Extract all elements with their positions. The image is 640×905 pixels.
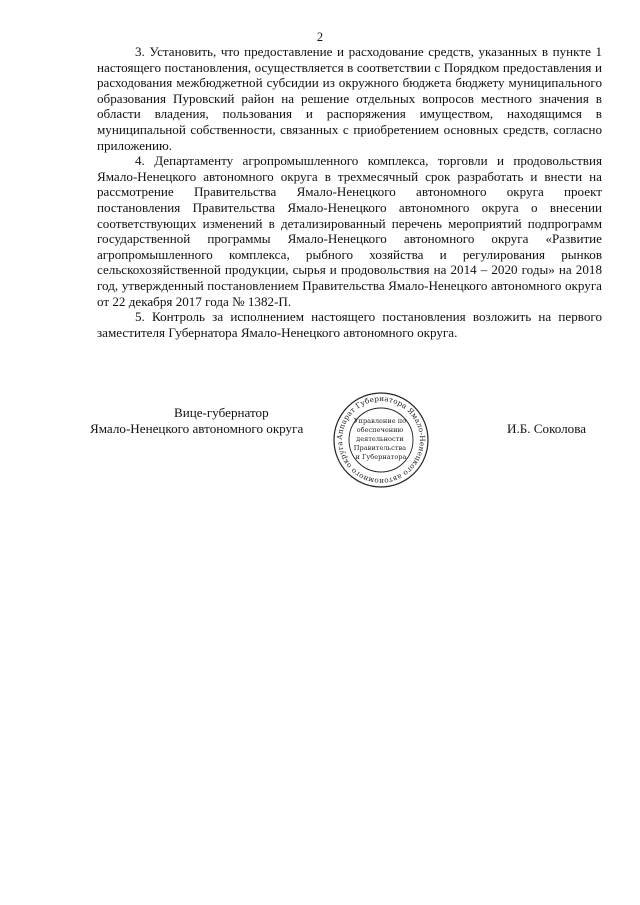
official-seal-stamp — [322, 390, 440, 490]
stamp-line-1: Управление по — [353, 417, 407, 425]
signatory-name: И.Б. Соколова — [507, 421, 587, 436]
page-number: 2 — [316, 30, 324, 44]
signatory-region: Ямало-Ненецкого автономного округа — [90, 421, 304, 436]
document-body — [97, 44, 602, 340]
signatory-title — [90, 405, 340, 437]
paragraph-5: 5. Контроль за исполнением настоящего постановления возложить на первого заместителя Губернатора Ямало-Ненецкого автономного округа. — [97, 309, 602, 340]
stamp-line-2: обеспечению — [356, 426, 404, 434]
stamp-line-5: и Губернатора — [355, 453, 407, 461]
paragraph-4: 4. Департаменту агропромышленного комплекса, торговли и продовольствия Ямало-Ненецкого автономного округа в трехмесячный срок разработать и внести на рассмотрение Правительства Ямало-Ненецкого автономного округа проект постановления Правительства Ямало-Ненецкого автономного округа о внесении соответствующих изменений в детализированный перечень мероприятий подпрограмм государственной программы Ямало-Ненецкого автономного округа «Развитие агропромышленного комплекса, рыбного хозяйства и регулирования рынков сельскохозяйственной продукции, сырья и продовольствия на 2014 – 2020 годы» на 2018 год, утвержденный постановлением Правительства Ямало-Ненецкого автономного округа от 22 декабря 2017 года № 1382-П. — [97, 153, 602, 309]
signatory-position: Вице-губернатор — [174, 405, 269, 420]
svg-text:Управление по обеспечени — [354, 417, 408, 461]
stamp-ring-text: Аппарат Губернатора Ямало-Ненецкого автономного округа — [334, 393, 428, 487]
stamp-line-3: деятельности — [356, 435, 404, 443]
paragraph-3: 3. Установить, что предоставление и расходование средств, указанных в пункте 1 настоящего постановления, осуществляется в соответствии с Порядком предоставления и расходования межбюджетной субсидии из окружного бюджета бюджету муниципального образования Пуровский район на решение отдельных вопросов местного значения в области владения, пользования и распоряжения имуществом, находящимся в муниципальной собственности, связанных с приобретением основных средств, согласно приложению. — [97, 44, 602, 153]
stamp-line-4: Правительства — [353, 444, 407, 452]
